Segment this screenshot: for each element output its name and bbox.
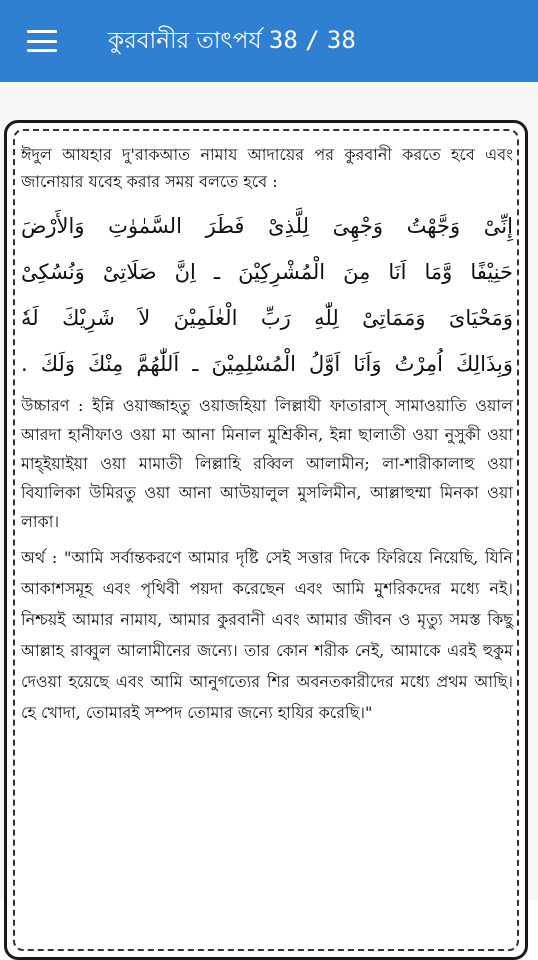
arabic-line: وَمَحْيَاىَ وَمَمَاتِىْ لِلّٰهِ رَبِّ الْعٰلَمِيْنَ لاَ شَرِيْكَ لَهٗ — [21, 306, 513, 330]
pronunciation-text: ইন্নি ওয়াজ্জাহতু ওয়াজহিয়া লিল্লাযী ফাতারাস্ সামাওয়াতি ওয়াল আরদা হানীফাও ওয়া মা আনা মিনাল মুশ্রিকীন, ইন্না ছালাতী ওয়া নুসুকী ওয়া মাহ্ইয়াইয়া ওয়া মামাতী লিল্লাহি রব্বিল আলামীন; লা-শারীকালাহু ওয়া বিযালিকা উমিরতু ওয়া আনা আউয়ালুল মুসলিমীন, আল্লাহুম্মা মিনকা ওয়া লাকা। — [21, 396, 513, 531]
arabic-line: وَبِذَالِكَ اُمِرْتُ وَاَنَا اَوَّلُ الْمُسْلِمِيْنَ ـ اَللّٰهُمَّ مِنْكَ وَلَكَ . — [21, 352, 513, 376]
meaning-paragraph — [21, 542, 513, 728]
arabic-dua — [21, 203, 513, 387]
hamburger-icon — [27, 30, 57, 52]
page-separator: / — [305, 25, 320, 54]
book-page[interactable] — [0, 82, 538, 900]
pronunciation-paragraph — [21, 391, 513, 536]
page-total: 38 — [326, 25, 356, 54]
meaning-label: অর্থ : — [21, 548, 58, 567]
page-content — [21, 141, 513, 728]
title-text: কুরবানীর তাৎপর্য — [108, 27, 262, 54]
arabic-line: حَنِيْفًا وَّمَا اَنَا مِنَ الْمُشْرِكِيْنَ ـ اِنَّ صَلَاتِىْ وَنُسُكِىْ — [21, 260, 513, 284]
decorative-border — [4, 120, 528, 960]
intro-text: ঈদুল আযহার দু'রাকআত নামায আদায়ের পর কুরবানী করতে হবে এবং জানোয়ার যবেহ করার সময় বলতে হবে : — [21, 145, 513, 191]
page-title — [108, 22, 356, 61]
arabic-line: إِنِّىْ وَجَّهْتُ وَجْهِىَ لِلَّذِىْ فَطَرَ السَّمٰوٰتِ وَالأَرْضَ — [21, 214, 513, 238]
meaning-text: "আমি সর্বান্তকরণে আমার দৃষ্টি সেই সত্তার দিকে ফিরিয়ে নিয়েছি, যিনি আকাশসমূহ এবং পৃথিবী পয়দা করেছেন এবং আমি মুশরিকদের মধ্যে নই। নিশ্চয়ই আমার নামায, আমার কুরবানী এবং আমার জীবন ও মৃত্যু সমস্ত কিছু আল্লাহ রাব্বুল আলামীনের জন্যে। তার কোন শরীক নেই, আমাকে এরই হুকুম দেওয়া হয়েছে এবং আমি আনুগত্যের শির অবনতকারীদের মধ্যে প্রথম আছি। হে খোদা, তোমারই সম্পদ তোমার জন্যে হাযির করেছি।" — [21, 548, 513, 722]
page-current: 38 — [268, 25, 298, 54]
app-bar — [0, 0, 538, 82]
pronunciation-label: উচ্চারণ : — [21, 396, 84, 415]
menu-button[interactable] — [12, 0, 72, 82]
